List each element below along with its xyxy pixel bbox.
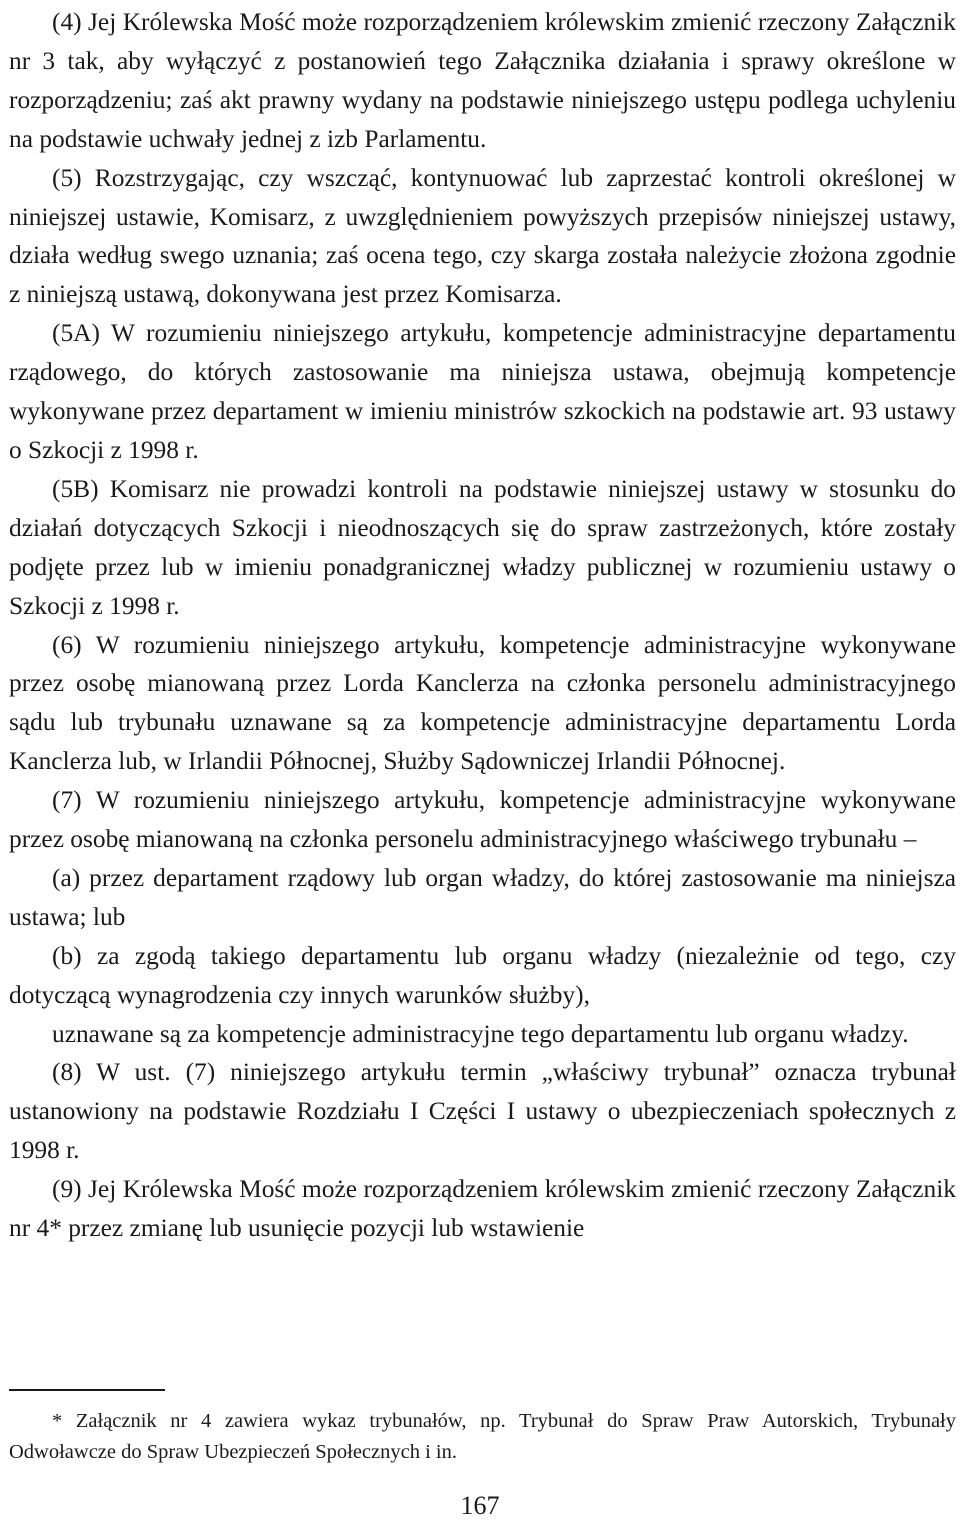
paragraph-5: (5) Rozstrzygając, czy wszcząć, kontynuować lub zaprzestać kontroli określonej w niniejszej ustawie, Komisarz, z uwzględnieniem powyższych przepisów niniejszej ustawy, działa według swego uznania; zaś ocena tego, czy skarga została należycie złożona zgodnie z niniejszą ustawą, dokonywana jest przez Komisarza. — [9, 163, 956, 309]
paragraph-9: (9) Jej Królewska Mość może rozporządzeniem królewskim zmienić rzeczony Załącznik nr 4* przez zmianę lub usunięcie pozycji lub wstawienie — [9, 1175, 956, 1243]
paragraph-7: (7) W rozumieniu niniejszego artykułu, kompetencje administracyjne wykonywane przez osobę mianowaną na członka personelu administracyjnego właściwego trybunału – — [9, 786, 956, 854]
paragraph-7a: (a) przez departament rządowy lub organ władzy, do której zastosowanie ma niniejsza ustawa; lub — [9, 863, 956, 931]
body-text — [9, 3, 956, 1248]
paragraph-5b: (5B) Komisarz nie prowadzi kontroli na podstawie niniejszej ustawy w stosunku do działań dotyczących Szkocji i nieodnoszących się do spraw zastrzeżonych, które zostały podjęte przez lub w imieniu ponadgranicznej władzy publicznej w rozumieniu ustawy o Szkocji z 1998 r. — [9, 474, 956, 620]
footnote: * Załącznik nr 4 zawiera wykaz trybunałów, np. Trybunał do Spraw Praw Autorskich, Trybunały Odwoławcze do Spraw Ubezpieczeń Społecznych i in. — [9, 1410, 956, 1463]
footnote-separator — [9, 1389, 165, 1391]
paragraph-7b: (b) za zgodą takiego departamentu lub organu władzy (niezależnie od tego, czy dotyczącą wynagrodzenia czy innych warunków służby), — [9, 941, 956, 1009]
paragraph-4: (4) Jej Królewska Mość może rozporządzeniem królewskim zmienić rzeczony Załącznik nr 3 tak, aby wyłączyć z postanowień tego Załącznika działania i sprawy określone w rozporządzeniu; zaś akt prawny wydany na podstawie niniejszego ustępu podlega uchyleniu na podstawie uchwały jednej z izb Parlamentu. — [9, 8, 956, 153]
paragraph-5a: (5A) W rozumieniu niniejszego artykułu, kompetencje administracyjne departamentu rządowego, do których zastosowanie ma niniejsza ustawa, obejmują kompetencje wykonywane przez departament w imieniu ministrów szkockich na podstawie art. 93 ustawy o Szkocji z 1998 r. — [9, 319, 956, 464]
paragraph-6: (6) W rozumieniu niniejszego artykułu, kompetencje administracyjne wykonywane przez osobę mianowaną przez Lorda Kanclerza na członka personelu administracyjnego sądu lub trybunału uznawane są za kompetencje administracyjne departamentu Lorda Kanclerza lub, w Irlandii Północnej, Służby Sądowniczej Irlandii Północnej. — [9, 630, 956, 776]
paragraph-7-conclusion: uznawane są za kompetencje administracyjne tego departamentu lub organu władzy. — [52, 1019, 909, 1048]
paragraph-8: (8) W ust. (7) niniejszego artykułu termin „właściwy trybunał” oznacza trybunał ustanowiony na podstawie Rozdziału I Części I ustawy o ubezpieczeniach społecznych z 1998 r. — [9, 1058, 956, 1165]
page-number: 167 — [460, 1491, 500, 1520]
